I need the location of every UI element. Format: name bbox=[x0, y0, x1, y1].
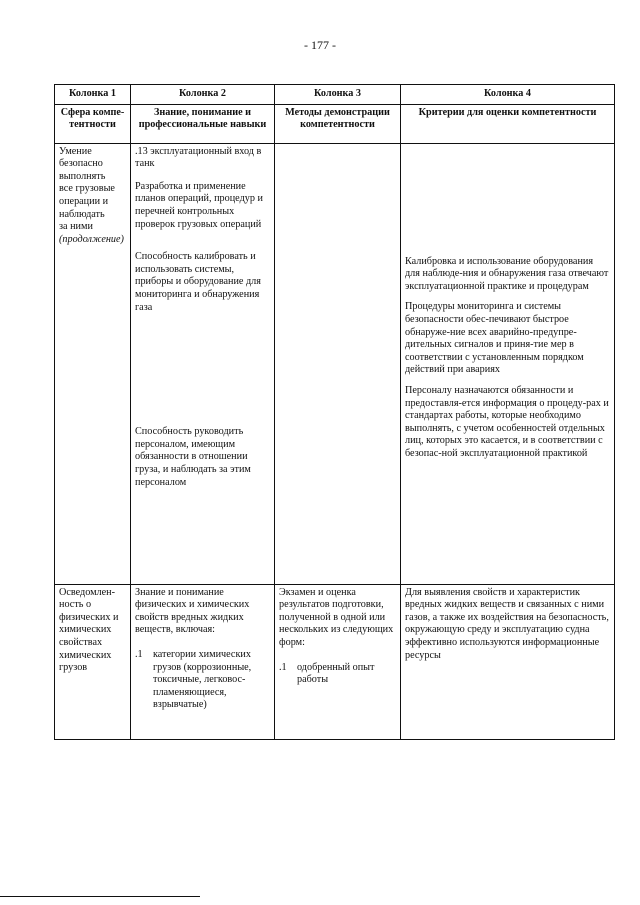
monitoring-criteria-text: Процедуры мониторинга и системы безопасности обес-печивают быстрое обнаруже-ние всех аварийно-предупре-дительных сигналов и приня-тие мер в соответствии с установленным порядком действий при авариях bbox=[405, 301, 584, 376]
column-header-4: Колонка 4 bbox=[401, 85, 615, 105]
row2-col1 bbox=[55, 584, 131, 739]
row1-col1-line: Умение bbox=[59, 145, 92, 157]
column-header-2: Колонка 2 bbox=[131, 85, 275, 105]
column-header-3: Колонка 3 bbox=[275, 85, 401, 105]
row1-col1-line: безопасно bbox=[59, 158, 103, 170]
row1-col1-line: за ними bbox=[59, 221, 93, 233]
row2-col1-line: грузов bbox=[59, 662, 88, 674]
footnote-divider bbox=[0, 896, 200, 897]
subheader-criteria: Критерии для оценки компетентности bbox=[401, 104, 615, 143]
competence-table bbox=[54, 84, 615, 740]
subheader-row bbox=[55, 104, 615, 143]
list-item-text: категории химических грузов (коррозионные, токсичные, легковос-пламеняющиеся, взрывчатые) bbox=[153, 648, 252, 711]
chemical-properties-intro: Знание и понимание физических и химических свойств вредных жидких веществ, включая: bbox=[135, 586, 250, 636]
row1-col4 bbox=[401, 143, 615, 584]
personnel-criteria-text: Персоналу назначаются обязанности и предоставля-ется информация о процеду-рах и стандартах работы, которые необходимо выполнять, с учетом особенностей отдельных лиц, которых это касается, и в соответствии с безопас-ной эксплуатационной практикой bbox=[405, 384, 609, 459]
table-row bbox=[55, 584, 615, 739]
cargo-plans-text: Разработка и применение планов операций, процедур и перечней контрольных проверок грузовых операций bbox=[135, 180, 263, 230]
row2-col2 bbox=[131, 584, 275, 739]
table-row bbox=[55, 143, 615, 584]
row1-col1-line: выполнять bbox=[59, 170, 106, 182]
row1-col1-line: все грузовые bbox=[59, 183, 115, 195]
row2-col1-line: химических bbox=[59, 649, 112, 661]
row2-col1-line: Осведомлен- bbox=[59, 586, 115, 598]
tank-entry-item: .13 эксплуатационный вход в танк bbox=[135, 145, 262, 170]
list-item bbox=[279, 662, 396, 687]
gas-detection-skill-text: Способность калибровать и использовать системы, приборы и оборудование для мониторинга и обнаружения газа bbox=[135, 251, 261, 313]
list-item-text: одобренный опыт работы bbox=[297, 661, 375, 686]
calibration-criteria-text: Калибровка и использование оборудования для наблюде-ния и обнаружения газа отвечают эксплуатационной практике и процедурам bbox=[405, 255, 609, 292]
row1-col3 bbox=[275, 143, 401, 584]
information-resources-criteria: Для выявления свойств и характеристик вредных жидких веществ и связанных с ними газов, а также их воздействия на безопасность, окружающую среду и эксплуатацию судна эффективно используются информационные ресурсы bbox=[405, 586, 609, 661]
row1-col2 bbox=[131, 143, 275, 584]
column-header-row bbox=[55, 85, 615, 105]
list-item-number: .1 bbox=[279, 661, 287, 673]
row2-col4 bbox=[401, 584, 615, 739]
subheader-competence: Сфера компе-тентности bbox=[55, 104, 131, 143]
row1-col1-line: операции и bbox=[59, 195, 109, 207]
row2-col1-line: физических и bbox=[59, 611, 119, 623]
row2-col1-line: свойствах bbox=[59, 636, 103, 648]
supervision-skill-text: Способность руководить персоналом, имеющим обязанности в отношении груза, и наблюдать за этим персоналом bbox=[135, 426, 251, 488]
column-header-1: Колонка 1 bbox=[55, 85, 131, 105]
row1-col1 bbox=[55, 143, 131, 584]
list-item bbox=[135, 649, 270, 712]
row2-col3 bbox=[275, 584, 401, 739]
row1-col1-line: наблюдать bbox=[59, 208, 105, 220]
page-number: - 177 - bbox=[304, 38, 336, 52]
row2-col1-line: ность о bbox=[59, 599, 92, 611]
list-item-number: .1 bbox=[135, 648, 143, 660]
row2-col1-line: химических bbox=[59, 624, 112, 636]
exam-methods-intro: Экзамен и оценка результатов подготовки, полученной в одной или нескольких из следующих форм: bbox=[279, 586, 394, 648]
subheader-methods: Методы демонстрации компетентности bbox=[275, 104, 401, 143]
subheader-knowledge: Знание, понимание и профессиональные навыки bbox=[131, 104, 275, 143]
continuation-note: (продолжение) bbox=[59, 233, 124, 245]
